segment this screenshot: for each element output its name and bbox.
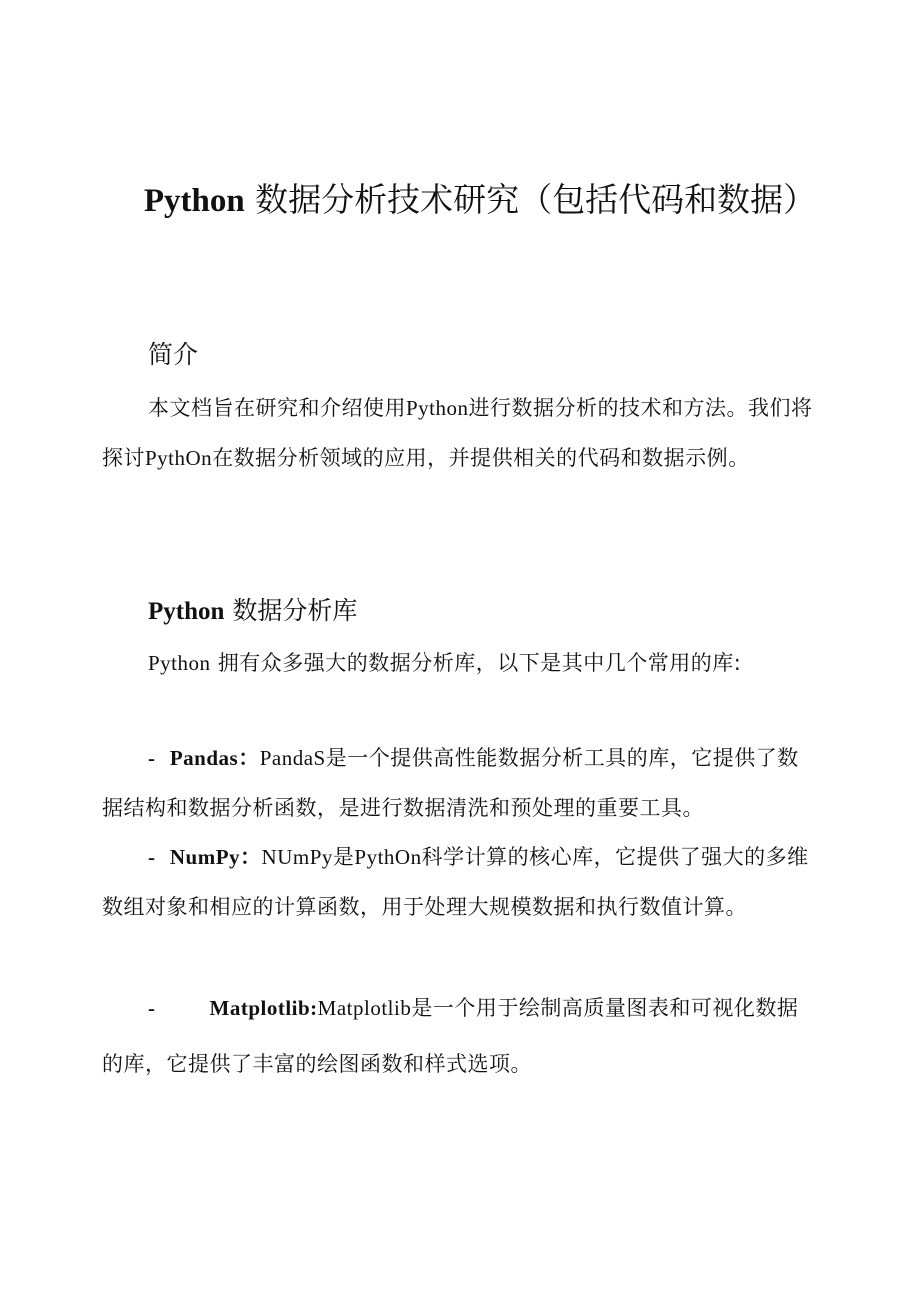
libraries-intro-text: 拥有众多强大的数据分析库，以下是其中几个常用的库: (217, 651, 742, 675)
intro-paragraph (102, 383, 814, 483)
intro-latin-2: PythOn (145, 446, 213, 470)
library-name-numpy: NumPy： (169, 845, 262, 869)
libraries-intro-paragraph (102, 638, 814, 688)
library-description-pandas: 是一个提供高性能数据分析工具的库，它提供了数据结构和数据分析函数，是进行数据清洗和预处理的重要工具。 (102, 746, 799, 820)
library-item-matplotlib (102, 980, 814, 1092)
library-name-pandas: Pandas： (169, 746, 260, 770)
libraries-intro-latin: Python (148, 651, 211, 675)
libraries-heading-latin: Python (148, 598, 225, 625)
libraries-heading-cjk: 数据分析库 (232, 596, 358, 625)
intro-latin-1: Python (406, 396, 469, 420)
bullet-dash: - (148, 746, 156, 770)
library-inline-name-pandas: PandaS (259, 746, 326, 770)
library-name-matplotlib: Matplotlib: (209, 996, 318, 1020)
title-cjk: 数据分析技术研究（包括代码和数据） (255, 180, 817, 219)
intro-text-1: 本文档旨在研究和介绍使用 (148, 396, 406, 420)
bullet-dash: - (148, 845, 156, 869)
library-description-matplotlib: 是一个用于绘制高质量图表和可视化数据的库，它提供了丰富的绘图函数和样式选项。 (102, 996, 799, 1076)
intro-text-3: 在数据分析领域的应用，并提供相关的代码和数据示例。 (212, 446, 750, 470)
bullet-dash: - (148, 996, 156, 1020)
title-latin: Python (143, 183, 245, 219)
library-description-numpy-latin: PythOn (354, 845, 422, 869)
document-title (130, 170, 830, 231)
library-item-pandas (102, 733, 814, 833)
library-inline-name-matplotlib: Matplotlib (317, 996, 412, 1020)
library-inline-name-numpy: NUmPy (261, 845, 333, 869)
library-item-numpy (102, 832, 814, 932)
section-heading-libraries (148, 594, 357, 629)
library-description-numpy-2: 科学计算的核心库，它提供了强大的多维数组对象和相应的计算函数，用于处理大规模数据和执行数值计算。 (102, 845, 809, 919)
section-heading-intro: 简介 (148, 340, 199, 369)
library-description-numpy-1: 是 (332, 845, 355, 869)
intro-text-2: 进行数据分析的技术和方法。我们将探讨 (102, 396, 813, 470)
